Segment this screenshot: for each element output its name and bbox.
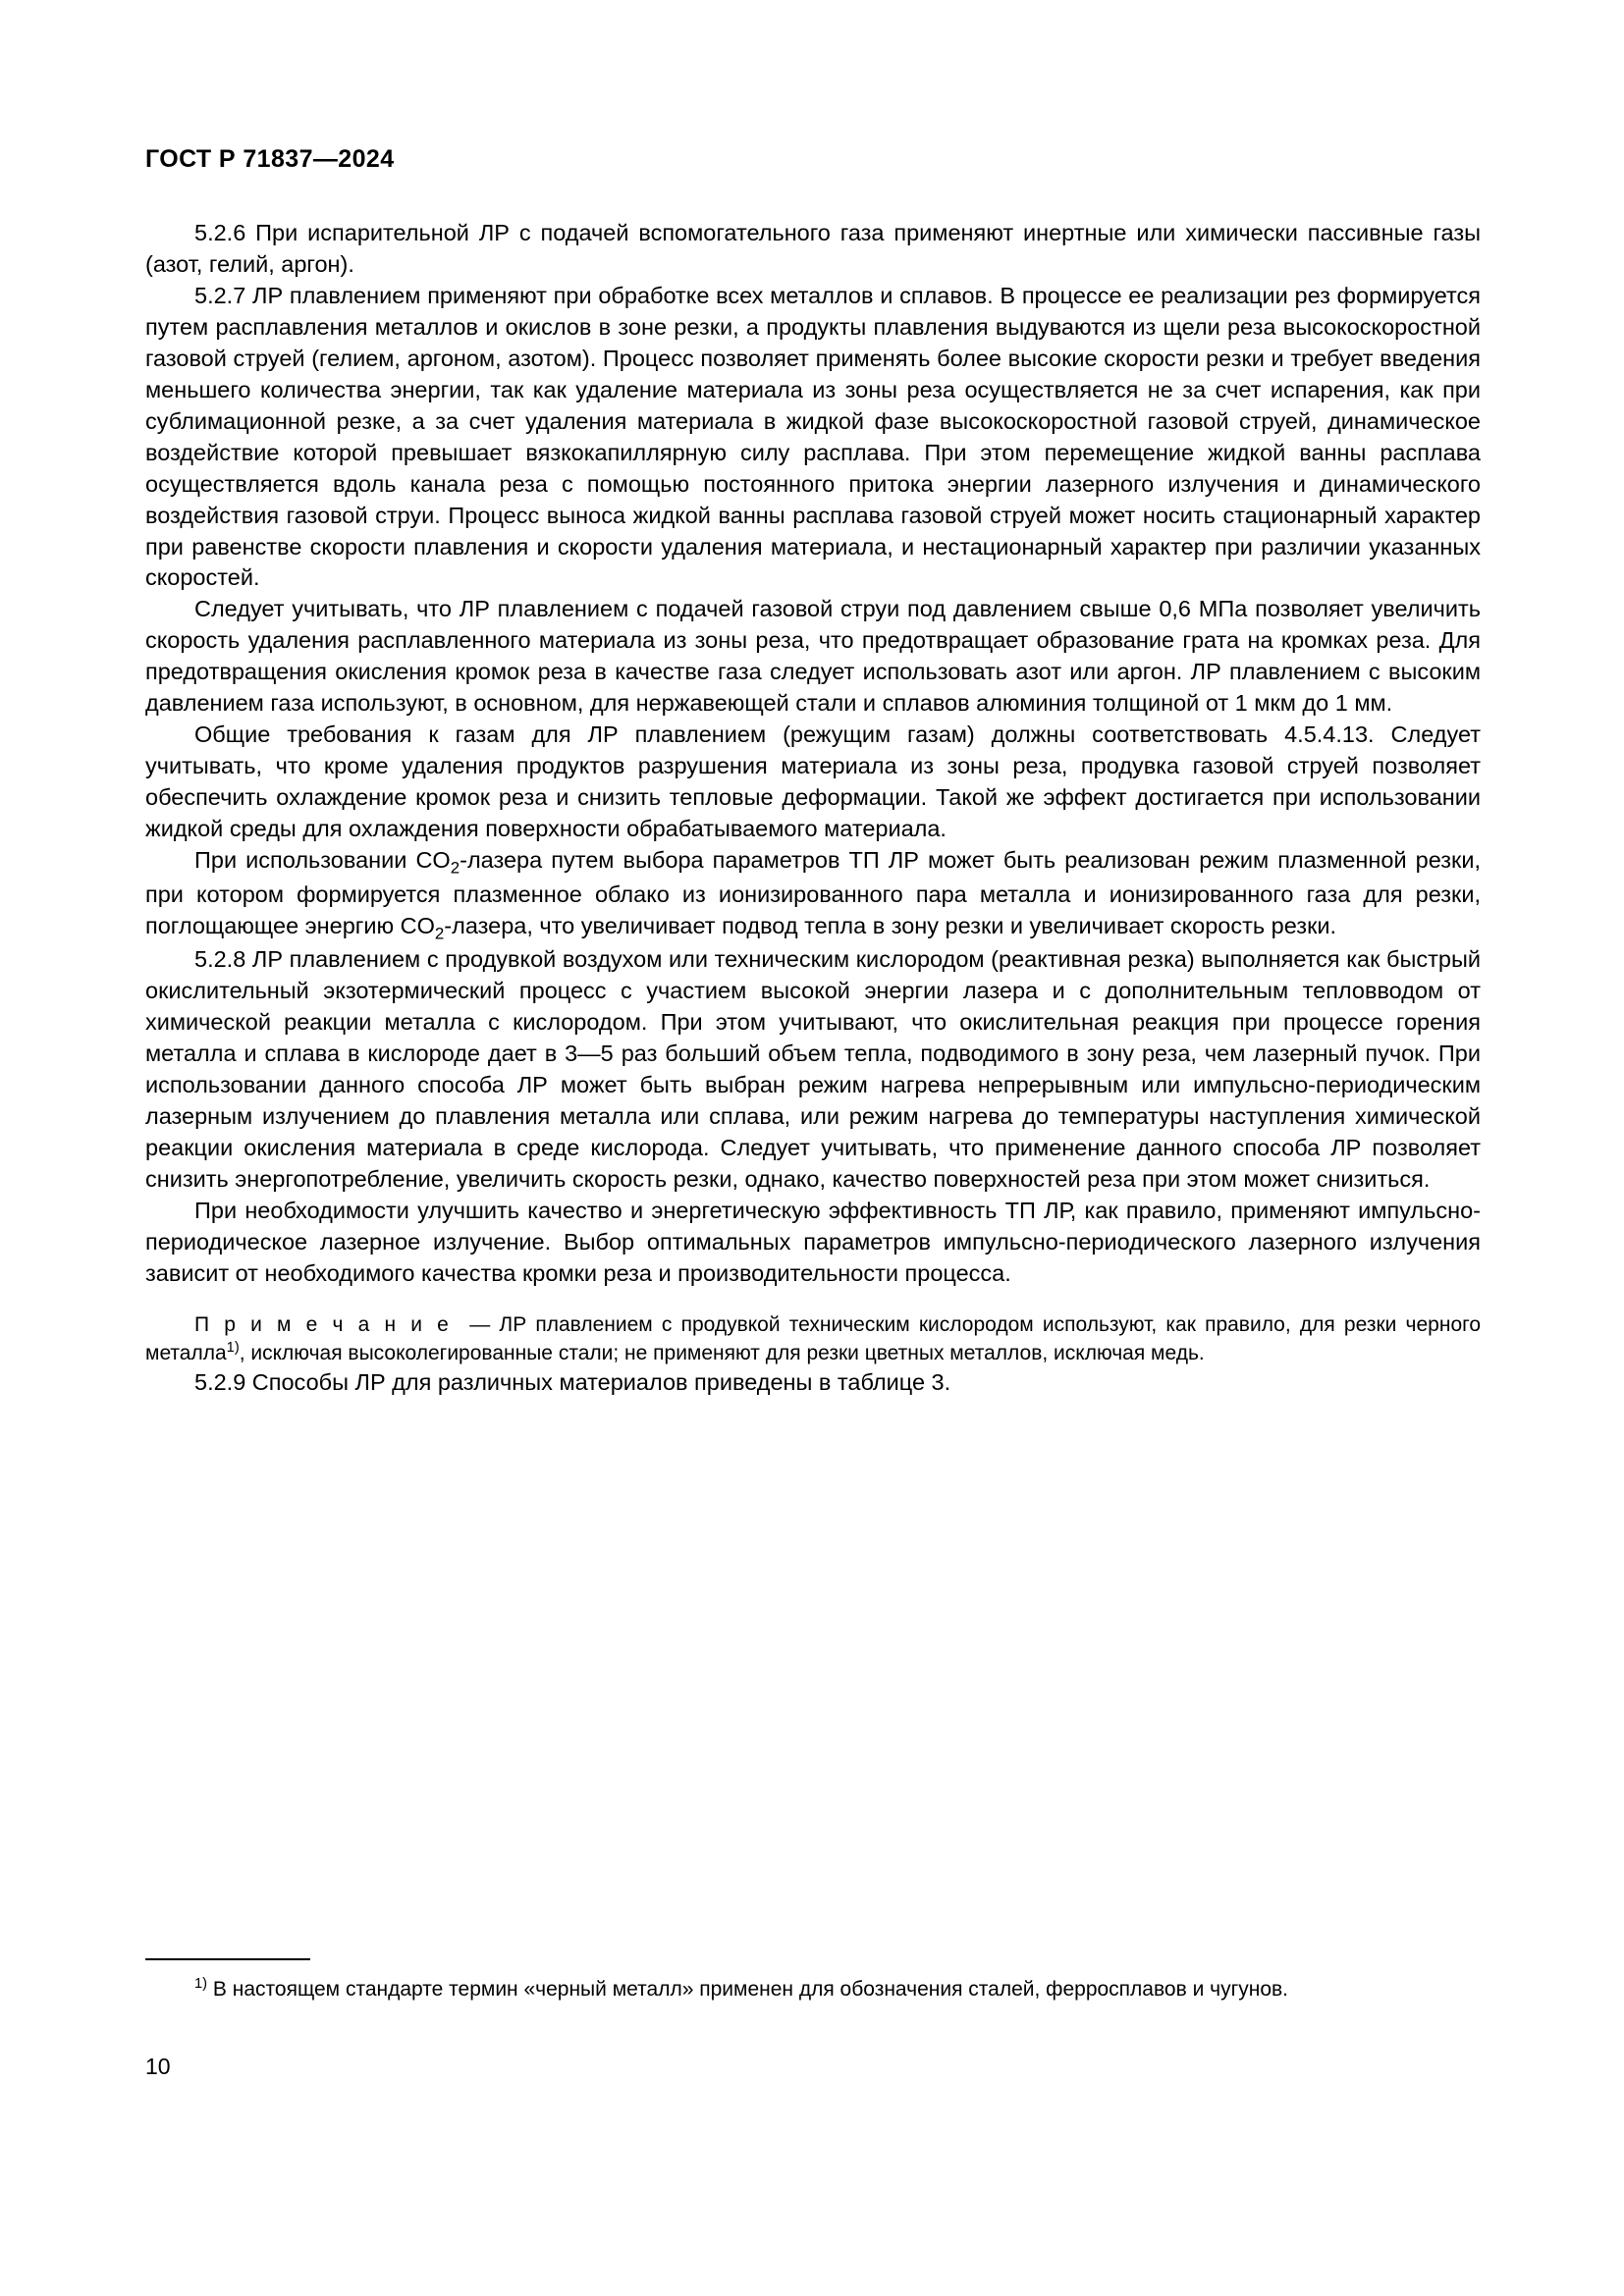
note-body-part-2: , исключая высоколегированные стали; не применяют для резки цветных металлов, исключая медь. xyxy=(239,1342,1205,1364)
footnote-separator xyxy=(145,1958,310,1960)
note-body-part-1: ЛР плавлением с продувкой техническим кислородом используют, как правило, для резки черного металла xyxy=(145,1312,1482,1364)
footnote-body: В настоящем стандарте термин «черный металл» применен для обозначения сталей, ферросплавов и чугунов. xyxy=(207,1978,1289,2001)
paragraph-pulse-periodic: При необходимости улучшить качество и энергетическую эффективность ТП ЛР, как правило, применяют импульсно-периодическое лазерное излучение. Выбор оптимальных параметров импульсно-периодического лазерного излучения зависит от необходимого качества кромки реза и производительности процесса. xyxy=(145,1198,1481,1286)
co2-part-2: -лазера путем выбора параметров ТП ЛР может быть реализован режим плазменной резки, при котором формируется плазменное облако из ионизированного пара металла и ионизированного газа для резки, поглощающее энергию CO xyxy=(145,847,1481,938)
page-header: ГОСТ Р 71837—2024 xyxy=(145,145,395,173)
co2-part-1: При использовании CO xyxy=(194,847,451,874)
paragraph-melting-pressure: Следует учитывать, что ЛР плавлением с подачей газовой струи под давлением свыше 0,6 МПа позволяет увеличить скорость удаления расплавленного материала из зоны реза, что предотвращает образование грата на кромках реза. Для предотвращения окисления кромок реза в качестве газа следует использовать азот или аргон. ЛР плавлением с высоким давлением газа используют, в основном, для нержавеющей стали и сплавов алюминия толщиной от 1 мкм до 1 мм. xyxy=(145,596,1481,717)
paragraph-co2-laser xyxy=(145,845,1481,944)
co2-part-3: -лазера, что увеличивает подвод тепла в зону резки и увеличивает скорость резки. xyxy=(444,912,1337,938)
page-number: 10 xyxy=(145,2054,171,2079)
note-dash: — xyxy=(469,1312,491,1336)
paragraph-5-2-9: 5.2.9 Способы ЛР для различных материалов приведены в таблице 3. xyxy=(194,1369,951,1396)
paragraph-5-2-7: 5.2.7 ЛР плавлением применяют при обработке всех металлов и сплавов. В процессе ее реализации рез формируется путем расплавления металлов и окислов в зоне резки, а продукты плавления выдуваются из щели реза высокоскоростной газовой струей (гелием, аргоном, азотом). Процесс позволяет применять более высокие скорости резки и требует введения меньшего количества энергии, так как удаление материала из зоны реза осуществляется не за счет испарения, как при сублимационной резке, а за счет удаления материала в жидкой фазе высокоскоростной газовой струей, динамическое воздействие которой превышает вязкокапиллярную силу расплава. При этом перемещение жидкой ванны расплава осуществляется вдоль канала реза с помощью постоянного притока энергии лазерного излучения и динамического воздействия газовой струи. Процесс выноса жидкой ванны расплава газовой струей может носить стационарный характер при равенстве скорости плавления и скорости удаления материала, и нестационарный характер при различии указанных скоростей. xyxy=(145,282,1481,591)
note-text xyxy=(145,1311,1481,1367)
paragraph-gas-requirements: Общие требования к газам для ЛР плавлением (режущим газам) должны соответствовать 4.5.4.13. Следует учитывать, что кроме удаления продуктов разрушения материала из зоны реза, продувка газовой струей позволяет обеспечить охлаждение кромок реза и снизить тепловые деформации. Такой же эффект достигается при использовании жидкой среды для охлаждения поверхности обрабатываемого материала. xyxy=(145,721,1481,842)
paragraph-5-2-8: 5.2.8 ЛР плавлением с продувкой воздухом или техническим кислородом (реактивная резка) выполняется как быстрый окислительный экзотермический процесс с участием высокой энергии лазера и с дополнительным тепловводом от химической реакции металла с кислородом. При этом учитывают, что окислительная реакция при процессе горения металла и сплава в кислороде дает в 3—5 раз больший объем тепла, подводимого в зону реза, чем лазерный пучок. При использовании данного способа ЛР может быть выбран режим нагрева непрерывным или импульсно-периодическим лазерным излучением до плавления металла или сплава, или режим нагрева до температуры наступления химической реакции окисления материала в среде кислорода. Следует учитывать, что применение данного способа ЛР позволяет снизить энергопотребление, увеличить скорость резки, однако, качество поверхностей реза при этом может снизиться. xyxy=(145,946,1481,1193)
note-footnote-marker: 1) xyxy=(226,1340,240,1356)
paragraph-5-2-6: 5.2.6 При испарительной ЛР с подачей вспомогательного газа применяют инертные или химически пассивные газы (азот, гелий, аргон). xyxy=(145,220,1481,277)
footnote-block xyxy=(145,1975,1481,2003)
co2-subscript-1: 2 xyxy=(450,858,460,878)
note-label: П р и м е ч а н и е xyxy=(194,1312,452,1336)
co2-subscript-2: 2 xyxy=(434,924,445,943)
page-body xyxy=(145,218,1481,1399)
footnote-marker: 1) xyxy=(194,1976,208,1992)
note-block xyxy=(145,1311,1481,1367)
footnote-text xyxy=(145,1975,1481,2003)
